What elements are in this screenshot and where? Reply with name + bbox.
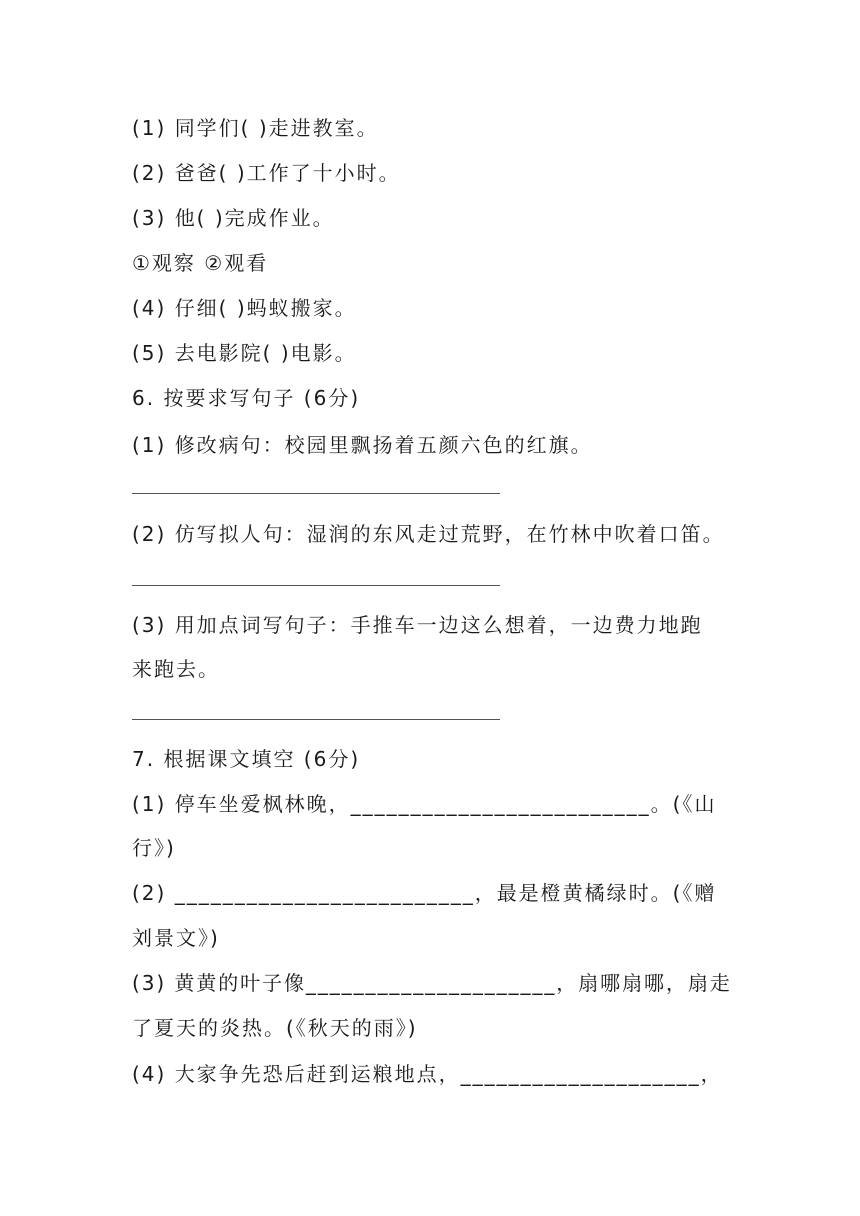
q5-item-2: (2) 爸爸( )工作了十小时。: [132, 161, 401, 185]
q5-item-4: (4) 仔细( )蚂蚁搬家。: [132, 296, 357, 320]
q6-item-3-continued: 来跑去。: [132, 657, 220, 681]
q7-item-2: (2) _________________________，最是橙黄橘绿时。(《赠: [132, 881, 717, 905]
q5-options: ①观察 ②观看: [132, 251, 269, 275]
q6-item-3: (3) 用加点词写句子：手推车一边这么想着，一边费力地跑: [132, 613, 703, 637]
answer-line: [132, 585, 500, 586]
answer-line: [132, 719, 500, 720]
q5-item-5: (5) 去电影院( )电影。: [132, 341, 357, 365]
question-6-heading: 6. 按要求写句子 (6分): [132, 386, 361, 410]
q7-item-1: (1) 停车坐爱枫林晚，_________________________。(《山: [132, 792, 717, 816]
q7-item-3-continued: 了夏天的炎热。(《秋天的雨》): [132, 1016, 418, 1040]
q5-item-3: (3) 他( )完成作业。: [132, 206, 335, 230]
q7-item-3: (3) 黄黄的叶子像_____________________，扇哪扇哪，扇走: [132, 971, 732, 995]
q7-item-4: (4) 大家争先恐后赶到运粮地点，____________________，: [132, 1062, 723, 1086]
q5-item-1: (1) 同学们( )走进教室。: [132, 116, 379, 140]
answer-line: [132, 493, 500, 494]
q7-item-2-continued: 刘景文》): [132, 926, 220, 950]
q6-item-2: (2) 仿写拟人句：湿润的东风走过荒野，在竹林中吹着口笛。: [132, 522, 725, 546]
question-7-heading: 7. 根据课文填空 (6分): [132, 747, 361, 771]
q7-item-1-continued: 行》): [132, 836, 176, 860]
q6-item-1: (1) 修改病句：校园里飘扬着五颜六色的红旗。: [132, 433, 593, 457]
